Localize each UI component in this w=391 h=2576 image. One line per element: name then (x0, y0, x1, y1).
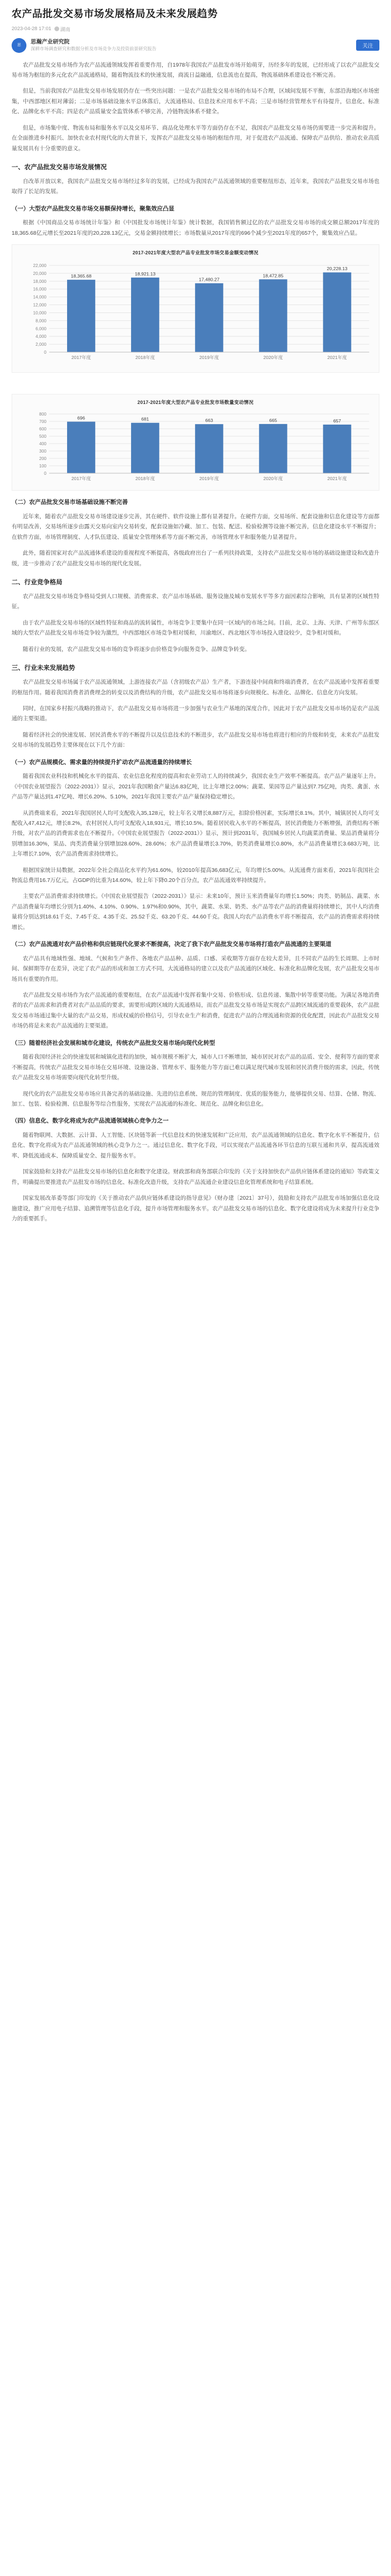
section3-paragraph: 农产品批发交易市场属于农产品流通领域，上游连接农产品（含初级农产品）生产者，下游连接中间商和终端消费者，在农产品流通中发挥着重要的枢纽作用。随着我国消费者消费理念的转变以及消费结构的升级，农产品批发交易市场将逐步向规模化、标准化、品牌化、信息化方向发展。 (12, 679, 379, 696)
subsection1-2-paragraph: 近年来，随着农产品批发交易市场建设逐步完善，其在硬件、软件设施上都有显著提升。在硬件方面，交易场所、配套设施和信息化建设等方面都有明显改善，交易场所逐步由露天交易向室内交易转变，配套设施如冷藏、加工、包装、配送、检验检测等设施不断完善，信息化建设水平不断提升；在软件方面，市场管理制度、人才队伍建设、质量安全管理体系等方面不断完善，市场管理水平和服务能力显著提升。 (12, 513, 379, 540)
svg-text:600: 600 (39, 427, 46, 432)
svg-text:16,000: 16,000 (33, 287, 46, 292)
article-page (0, 0, 391, 1251)
intro-paragraph: 农产品批发交易市场作为农产品流通领域发挥着重要作用，自1978年我国农产品批发市场开始萌芽，历经多年的发展，已经形成了以农产品批发交易市场为枢纽的多元化农产品流通格局，随着物流技术的快速发展，商流日益融通，信息流也在提高，物流基础体系建设也不断完善。 (12, 61, 379, 79)
chart-block-2 (12, 394, 379, 491)
svg-text:2020年度: 2020年度 (263, 476, 283, 482)
source-icon (54, 26, 59, 31)
trend1-paragraph: 从消费端来看，2021年我国居民人均可支配收入35,128元，较上年名义增长8,887万元，扣除价格因素，实际增长8.1%。其中，城镇居民人均可支配收入47,412元，增长8.2%，农村居民人均可支配收入18,931元，增长10.5%。随着居民收入水平的不断提高，居民消费能力不断增强，消费结构不断升级，对农产品的消费需求也在不断提升。《中国农业展望报告（2022-2031）》显示，预计到2031年，我国城乡居民人均蔬菜消费量、果品消费量将分别增加16.30%，果品、肉类消费量分别增加28.60%、28.60%；水产品消费量增长3.70%，奶类消费量增长0.80%，水产品消费量增长3.683万吨，比上年增长7.10%，农产品消费需求持续增长。 (12, 809, 379, 858)
svg-text:2020年度: 2020年度 (263, 355, 283, 361)
svg-text:6,000: 6,000 (35, 326, 46, 332)
intro-paragraph: 但是，市场集中度、物流布局和服务水平以及交易环节、商品化处理水平等方面仍存在不足，我国农产品批发交易市场仍需要进一步完善和提升。在全面推进乡村振兴、加快农业农村现代化的大背景下，发挥农产品批发交易市场的枢纽作用，对于促进农产品流通、保障农产品供给、推动农业高质量发展具有十分重要的意义。 (12, 124, 379, 152)
svg-text:18,365.68: 18,365.68 (71, 273, 92, 279)
author-bar (12, 38, 379, 53)
svg-text:700: 700 (39, 419, 46, 425)
trend4-paragraph: 随着物联网、大数据、云计算、人工智能、区块链等新一代信息技术的快速发展和广泛应用，农产品流通领域的信息化、数字化水平不断提升，信息化、数字化将成为农产品流通领域的核心竞争力之一。通过信息化、数字化手段，可以实现农产品流通各环节信息的互联互通和共享，提高流通效率、降低流通成本、保障质量安全、提升服务水平。 (12, 1131, 379, 1159)
svg-text:22,000: 22,000 (33, 263, 46, 269)
svg-text:18,472.85: 18,472.85 (263, 273, 284, 279)
svg-text:400: 400 (39, 441, 46, 447)
svg-text:17,480.27: 17,480.27 (199, 277, 220, 282)
section2-paragraph: 由于农产品批发交易市场的区域性特征和商品的流转属性，市场竞争主要集中在同一区域内的市场之间。目前，北京、上海、天津、广州等东部区域的大型农产品批发交易市场竞争较为激烈，中西部地区市场竞争相对缓和，川渝地区、西北地区等市场投入建设较少，竞争相对缓和。 (12, 619, 379, 637)
svg-text:20,228.13: 20,228.13 (327, 266, 348, 272)
svg-text:4,000: 4,000 (35, 334, 46, 339)
svg-text:12,000: 12,000 (33, 302, 46, 308)
svg-text:14,000: 14,000 (33, 295, 46, 300)
chart-1-area (15, 258, 376, 369)
author-description: 深耕市场调查研究和数据分析及市场竞争力及投资前景研究报告 (31, 45, 157, 51)
svg-text:0: 0 (44, 471, 46, 476)
trend1-paragraph: 随着我国农业科技和机械化水平的提高、农业信息化程度的提高和农业劳动工人的持续减少，我国农业生产效率不断提高。农产品产量逐年上升。《中国农业展望报告（2022-2031）》显示，2021年我国粮食产量达6.83亿吨，比上年增长2.00%；蔬菜、果园等总产量达到7.75亿吨，肉类、禽蛋、水产品等产量达到1.47亿吨、增长6.20%、5.10%，2021年我国主要农产品产量保持稳定增长。 (12, 773, 379, 801)
trend3-paragraph: 随着我国经济社会的快速发展和城镇化进程的加快，城市规模不断扩大，城市人口不断增加，城市居民对农产品的品质、安全、便利等方面的要求不断提高，传统农产品批发交易市场在交易环境、设施设备、管理水平、服务能力等方面已难以满足现代城市发展和居民消费升级的需求，因此，传统农产品批发交易市场需要向现代化转型升级。 (12, 1054, 379, 1081)
svg-text:2,000: 2,000 (35, 342, 46, 347)
svg-text:100: 100 (39, 464, 46, 469)
svg-text:10,000: 10,000 (33, 310, 46, 316)
page-title: 农产品批发交易市场发展格局及未来发展趋势 (12, 8, 218, 20)
svg-text:2018年度: 2018年度 (135, 355, 155, 361)
svg-text:657: 657 (333, 418, 341, 424)
svg-text:2021年度: 2021年度 (327, 476, 347, 482)
svg-text:2021年度: 2021年度 (327, 355, 347, 361)
section3-paragraph: 同时，在国家乡村振兴战略的推动下，农产品批发交易市场将进一步加强与农业生产基地的深度合作，因此对于农产品批发交易市场仍是农产品流通的主要渠道。 (12, 705, 379, 722)
subsection-heading-1-1: （一）大型农产品批发交易市场交易额保持增长，聚集效应凸显 (12, 205, 174, 212)
chart-1-svg (15, 258, 376, 369)
svg-text:2019年度: 2019年度 (199, 476, 219, 482)
chart-block-1 (12, 244, 379, 373)
section3-paragraph: 随着经济社会的快速发展、居民消费水平的不断提升以及信息技术的不断进步，农产品批发交易市场也将进行相应的升级和转变，未来农产品批发交易市场的发展趋势主要体现在以下几个方面： (12, 731, 379, 749)
svg-text:0: 0 (44, 350, 46, 355)
author-info (31, 39, 352, 52)
trend2-paragraph: 农产品批发交易市场作为农产品流通的重要枢纽，在农产品流通中发挥着集中交易、价格形成、信息传递、集散中转等重要功能。为满足各地消费者的农产品需求和消费者对农产品品质的要求，需要形成跨区域的大流通格局，而农产品批发交易市场是实现农产品跨区域流通的重要载体，农产品批发交易市场通过集中大量的农产品交易，形成权威的价格信号，引导农业生产和消费，促进农产品的合理流通和资源的优化配置，因此农产品批发交易市场仍将是未来农产品流通的主要渠道。 (12, 992, 379, 1029)
chart-2-svg (15, 408, 376, 487)
chart-1-title: 2017-2021年度大型农产品专业批发市场交易金额变动情况 (132, 250, 259, 256)
subsection1-2-paragraph: 此外，随着国家对农产品流通体系建设的重视程度不断提高，各级政府出台了一系列扶持政策，支持农产品批发交易市场的基础设施建设和改造升级，进一步推动了农产品批发交易市场的现代化发展。 (12, 550, 379, 567)
intro-paragraph: 但是，当前我国农产品批发交易市场发展仍存在一些突出问题：一是农产品批发交易市场的布局不合理，区域间发展不平衡，东部沿海地区市场密集，中西部地区相对薄弱；二是市场基础设施水平总体落后，大流通格局、信息技术应用水平不高；三是市场经营管理水平有待提升，信息化、标准化、品牌化水平不高；四是农产品质量安全监管体系不够完善，冷链物流体系不健全。 (12, 88, 379, 115)
chart-2-title: 2017-2021年度大型农产品专业批发市场数量变动情况 (137, 400, 254, 406)
subsection-heading-trend-1: （一）农产品规模化、需求量的持续提升扩动农产品流通量的持续增长 (12, 759, 192, 766)
svg-text:800: 800 (39, 412, 46, 417)
subsection-heading-trend-2: （二）农产品流通对农产品价格和供应链现代化要求不断提高，决定了我下农产品批发交易市场将打造农产品流通的主要渠道 (12, 941, 331, 948)
svg-text:300: 300 (39, 449, 46, 454)
chart-2-area (15, 408, 376, 487)
svg-text:665: 665 (269, 418, 277, 424)
source-label: 湖南 (60, 26, 71, 33)
follow-button[interactable]: 关注 (356, 40, 379, 51)
publish-date: 2023-04-28 17:01 (12, 26, 52, 32)
avatar: 思 (12, 38, 26, 53)
subsection-heading-trend-4: （四）信息化、数字化将成为农产品流通领域核心竞争力之一 (12, 1118, 169, 1125)
svg-text:681: 681 (141, 417, 150, 422)
trend4-paragraph: 国家鼓励和支持农产品批发交易市场的信息化和数字化建设。财政部和商务部联合印发的《关于支持加快农产品供应链体系建设的通知》等政策文件，明确提出要推进农产品批发市场的信息化、标准化改造升级，支持农产品流通企业建设信息化管理系统和电子结算系统。 (12, 1169, 379, 1185)
author-name[interactable]: 思瀚产业研究院 (31, 39, 70, 45)
svg-text:2019年度: 2019年度 (199, 355, 219, 361)
section2-paragraph: 随着行业的发展，农产品批发交易市场的竞争将逐步由价格竞争向服务竞争、品牌竞争转变。 (23, 646, 250, 652)
section-heading-1: 一、农产品批发交易市场发展情况 (12, 163, 107, 171)
subsection-heading-trend-3: （三）随着经济社会发展和城市化建设，传统农产品批发交易市场向现代化转型 (12, 1039, 215, 1046)
svg-text:18,921.13: 18,921.13 (135, 271, 156, 277)
trend1-paragraph: 根据国家统计局数据，2022年全社会商品化水平约为61.60%，较2010年提高36,683亿元，年均增长5.00%。从流通费方面来看，2021年我国社会物流总费用16.7万亿元，占GDP的比重为14.60%，较上年下降0.20个百分点，农产品流通效率持续提升。 (12, 867, 379, 884)
subsection1-1-paragraph: 根据《中国商品交易市场统计年鉴》和《中国批发市场统计年鉴》统计数据，我国销售额过亿的农产品批发交易市场的成交额总额2017年度的18,365.68亿元增长至2021年度的20,228.13亿元，交易金额持续增长；市场数量从2017年度的696个减少至2021年度的657个，聚集效应凸显。 (12, 219, 379, 236)
svg-text:2018年度: 2018年度 (135, 476, 155, 482)
trend1-paragraph: 主要农产品消费需求持续增长。《中国农业展望报告（2022-2031）》显示：未来10年，预计玉米消费量年均增长1.50%；肉类、奶制品、蔬菜、水产品消费量年均增长分别为1.40%、4.10%、0.90%、1.97%和0.90%，其中，蔬菜、水果、奶类、水产品等农产品的消费量将持续增长，其中人均消费量将分别达到18.61千克、7.45千克、4.35千克、25.52千克、63.20千克、44.60千克。我国人均农产品消费水平将不断提高，农产品的消费需求将持续增长。 (12, 893, 379, 931)
subsection-heading-1-2: （二）农产品批发交易市场基础设施不断完善 (12, 499, 128, 506)
svg-text:2017年度: 2017年度 (71, 476, 91, 482)
svg-text:663: 663 (205, 418, 213, 424)
section-heading-2: 二、行业竞争格局 (12, 578, 63, 586)
svg-text:2017年度: 2017年度 (71, 355, 91, 361)
section2-paragraph: 农产品批发交易市场竞争格局受到人口规模、消费需求、农产品市场基础、服务设施及城市发展水平等多方面因素综合影响，具有显著的区域性特征。 (12, 593, 379, 610)
article-meta (12, 25, 379, 33)
svg-text:20,000: 20,000 (33, 271, 46, 277)
svg-text:8,000: 8,000 (35, 318, 46, 324)
svg-text:696: 696 (77, 415, 85, 421)
trend2-paragraph: 农产品具有地域性强、地域、气候和生产条件、各地农产品品种、品质、口感、采收期等方面存在较大差异，且不同农产品的生长周期、上市时间、保鲜期等存在差异，决定了农产品的形成和加工方式不同，大流通格局的建立以及农产品流通的区域化、标准化和品牌化发展，农产品批发交易市场具有重要的作用。 (12, 955, 379, 982)
source-badge (54, 25, 70, 33)
trend3-paragraph: 现代化的农产品批发交易市场应具备完善的基础设施、先进的信息系统、规范的管理制度、优质的服务能力，能够提供交易、结算、仓储、物流、加工、包装、检验检测、信息服务等综合性服务，实现农产品流通的标准化、规范化、品牌化和信息化。 (12, 1090, 379, 1107)
svg-text:500: 500 (39, 434, 46, 439)
svg-text:200: 200 (39, 456, 46, 462)
svg-text:18,000: 18,000 (33, 279, 46, 284)
section-heading-3: 三、行业未来发展趋势 (12, 664, 76, 672)
section1-paragraph: 自改革开放以来，我国农产品批发交易市场经过多年的发展，已经成为我国农产品流通领域的重要枢纽形态，近年来，我国农产品批发交易市场也取得了长足的发展。 (12, 178, 379, 195)
trend4-paragraph: 国家发展改革委等部门印发的《关于推动农产品供应链体系建设的指导意见》（财办建〔2021〕37号），鼓励和支持农产品批发市场加强信息化设施建设，推广应用电子结算、追溯管理等信息化手段，提升市场管理和服务水平。农产品批发交易市场的信息化、数字化建设将成为未来提升行业竞争力的重要抓手。 (12, 1195, 379, 1222)
